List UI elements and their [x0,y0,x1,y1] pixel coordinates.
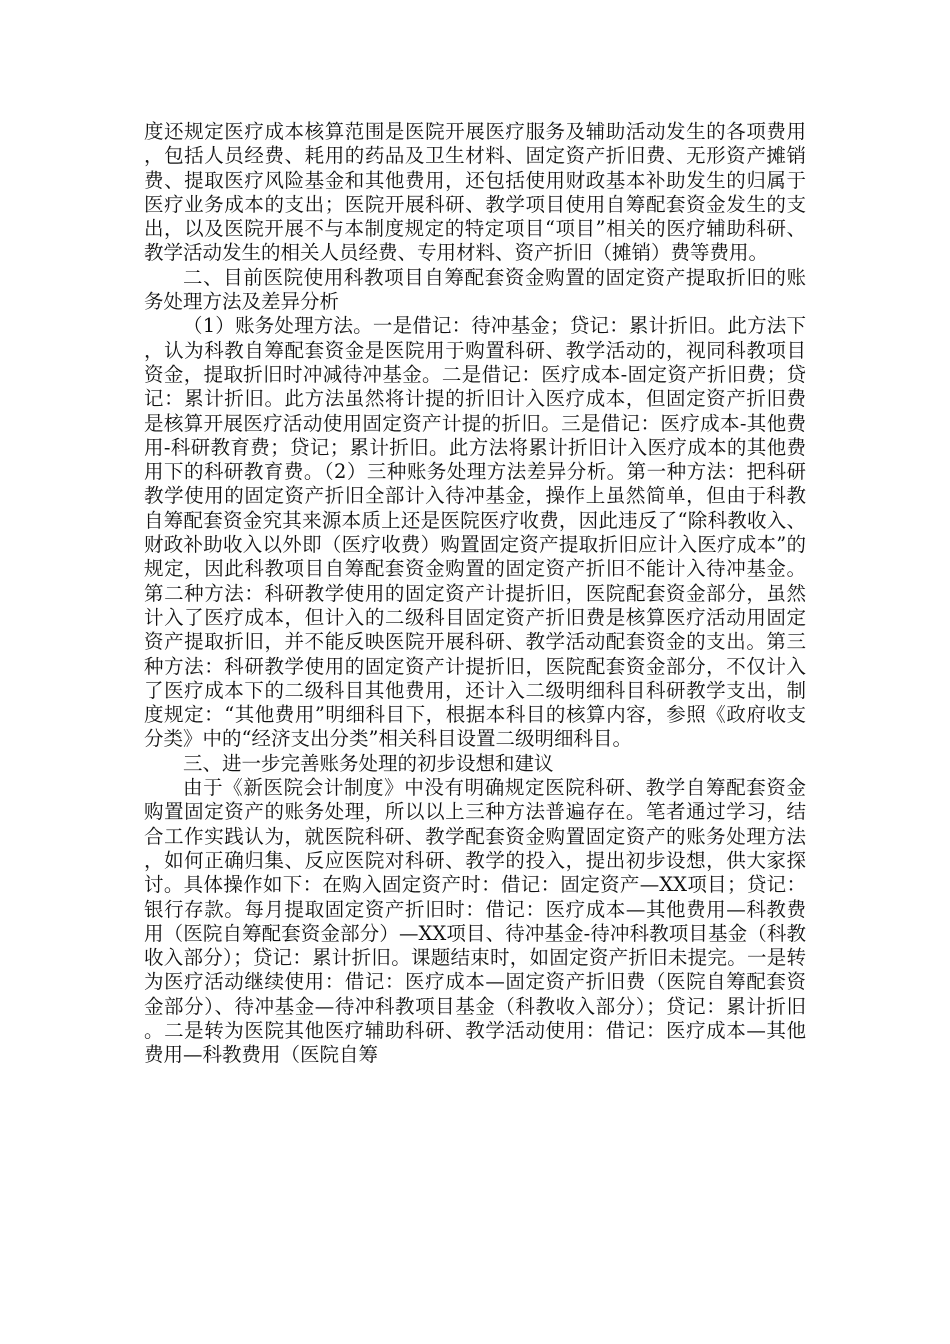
document-page [144,120,806,1068]
body-paragraph-5: 由于《新医院会计制度》中没有明确规定医院科研、教学自筹配套资金购置固定资产的账务处理，所以以上三种方法普遍存在。笔者通过学习，结合工作实践认为，就医院科研、教学配套资金购置固定资产的账务处理方法，如何正确归集、反应医院对科研、教学的投入，提出初步设想，供大家探讨。具体操作如下：在购入固定资产时：借记：固定资产—XX项目；贷记：银行存款。每月提取固定资产折旧时：借记：医疗成本—其他费用—科教费用（医院自筹配套资金部分）—XX项目、待冲基金-待冲科教项目基金（科教收入部分）；贷记：累计折旧。课题结束时，如固定资产折旧未提完。一是转为医疗活动继续使用：借记：医疗成本—固定资产折旧费（医院自筹配套资金部分）、待冲基金—待冲科教项目基金（科教收入部分）；贷记：累计折旧。二是转为医院其他医疗辅助科研、教学活动使用：借记：医疗成本—其他费用—科教费用（医院自筹 [144,776,806,1067]
body-paragraph-3: （1）账务处理方法。一是借记：待冲基金；贷记：累计折旧。此方法下，认为科教自筹配套资金是医院用于购置科研、教学活动的，视同科教项目资金，提取折旧时冲减待冲基金。二是借记：医疗成本-固定资产折旧费；贷记：累计折旧。此方法虽然将计提的折旧计入医疗成本，但固定资产折旧费是核算开展医疗活动使用固定资产计提的折旧。三是借记：医疗成本-其他费用-科研教育费；贷记；累计折旧。此方法将累计折旧计入医疗成本的其他费用下的科研教育费。（2）三种账务处理方法差异分析。第一种方法：把科研教学使用的固定资产折旧全部计入待冲基金，操作上虽然简单，但由于科教自筹配套资金究其来源本质上还是医院医疗收费，因此违反了“除科教收入、财政补助收入以外即（医疗收费）购置固定资产提取折旧应计入医疗成本”的规定，因此科教项目自筹配套资金购置的固定资产折旧不能计入待冲基金。第二种方法：科研教学使用的固定资产计提折旧，医院配套资金部分，虽然计入了医疗成本，但计入的二级科目固定资产折旧费是核算医疗活动用固定资产提取折旧，并不能反映医院开展科研、教学活动配套资金的支出。第三种方法：科研教学使用的固定资产计提折旧，医院配套资金部分，不仅计入了医疗成本下的二级科目其他费用，还计入二级明细科目科研教学支出，制度规定：“其他费用”明细科目下，根据本科目的核算内容，参照《政府收支分类》中的“经济支出分类”相关科目设置二级明细科目。 [144,314,806,751]
body-paragraph-1: 度还规定医疗成本核算范围是医院开展医疗服务及辅助活动发生的各项费用，包括人员经费、耗用的药品及卫生材料、固定资产折旧费、无形资产摊销费、提取医疗风险基金和其他费用，还包括使用财政基本补助发生的归属于医疗业务成本的支出；医院开展科研、教学项目使用自筹配套资金发生的支出，以及医院开展不与本制度规定的特定项目“项目”相关的医疗辅助科研、教学活动发生的相关人员经费、专用材料、资产折旧（摊销）费等费用。 [144,120,806,265]
section-heading-2: 二、目前医院使用科教项目自筹配套资金购置的固定资产提取折旧的账务处理方法及差异分析 [144,265,806,314]
section-heading-3: 三、进一步完善账务处理的初步设想和建议 [183,751,554,775]
